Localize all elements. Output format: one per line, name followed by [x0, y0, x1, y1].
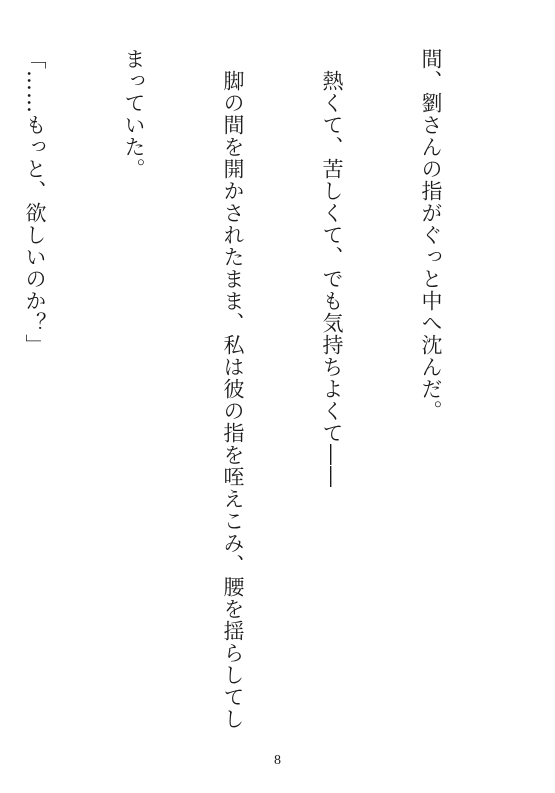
text-line: 「……もっと、欲しいのか？」 — [23, 48, 47, 356]
page-number: 8 — [274, 753, 281, 768]
text-line: 間、劉さんの指がぐっと中へ沈んだ。 — [419, 48, 443, 422]
text-line: 熱くて、苦しくて、でも気持ちよくて―― — [320, 48, 344, 488]
text-line: 脚の間を開かされたまま、私は彼の指を咥えこみ、腰を揺らしてし — [221, 48, 245, 730]
text-line: まっていた。 — [122, 48, 146, 180]
vertical-text-body — [23, 48, 513, 748]
